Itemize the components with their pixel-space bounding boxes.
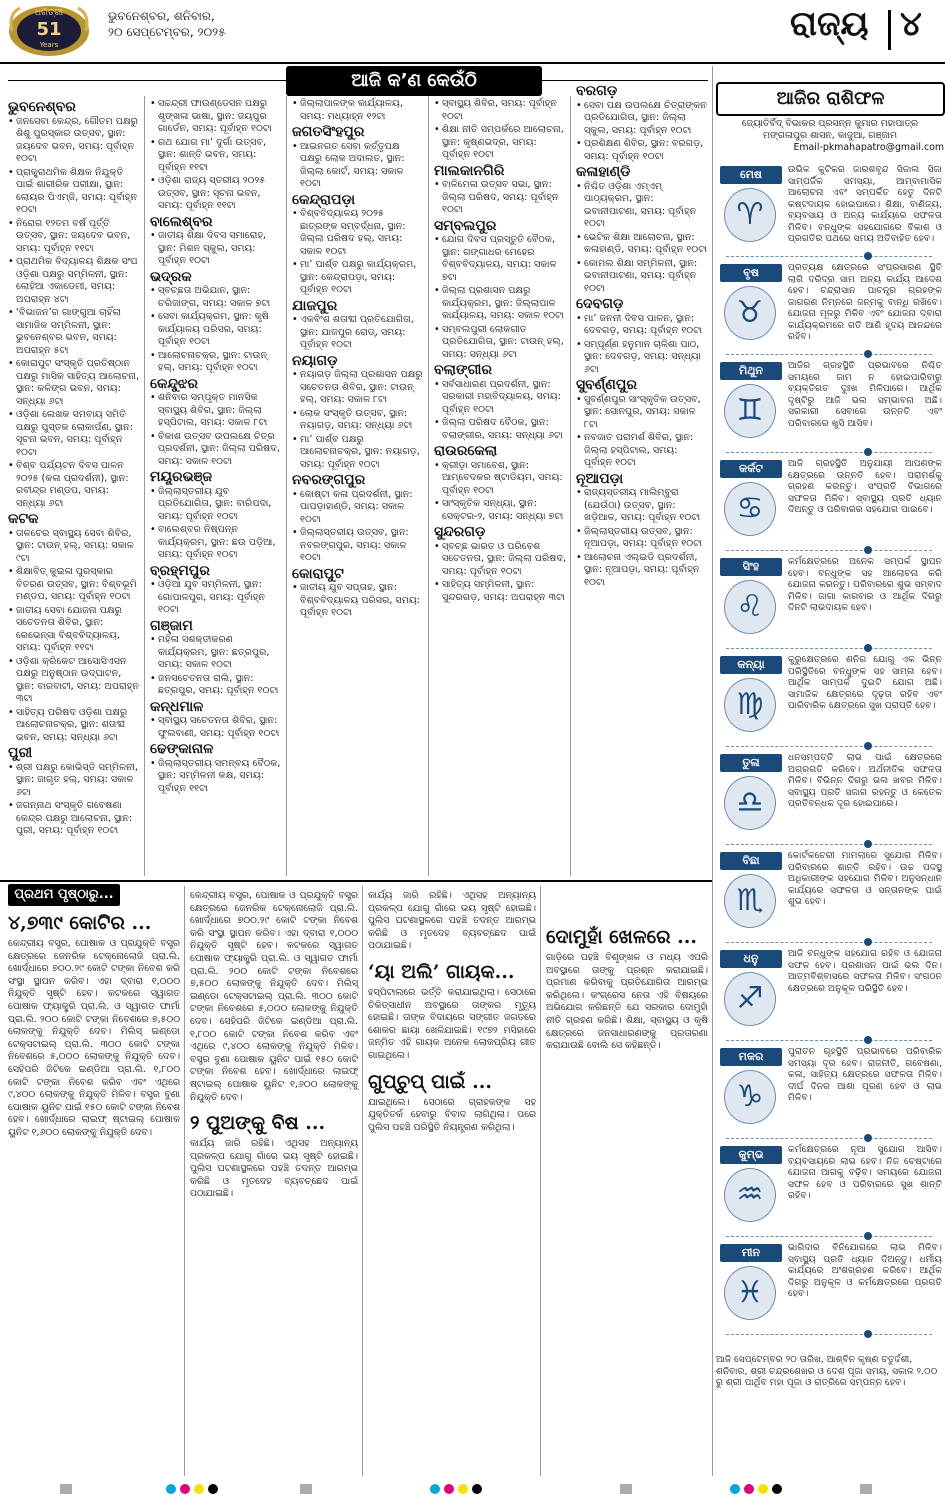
- horoscope-sign: [716, 1046, 944, 1139]
- district-heading: ବ୍ରହ୍ମପୁର: [150, 562, 210, 579]
- event-item: • ସ୍ବାସ୍ଥ୍ୟ ଶିବିର, ସମୟ: ପୂର୍ବାହ୍ନ ୧୦ଟା: [434, 98, 566, 123]
- events-banner: ଆଜି କ’ଣ କେଉଁଠି: [286, 66, 542, 96]
- sign-forecast: କର୍ମକ୍ଷେତ୍ରରେ ନୂଆ ସୁଯୋଗ ଆସିବ। ବ୍ୟବସାୟରେ ଲାଭ ହେବ। ନିଜ ଚେଷ୍ଟାରେ ଯୋଜନା ଆଗକୁ ବଢ଼ିବ। ସମୟରେ ଯୋଜନା ସଫଳ ହେବ ଓ ପରିବାରରେ ସୁଖ ଶାନ୍ତି ରହିବ।: [788, 1144, 942, 1201]
- cyan-dot: [430, 1484, 440, 1494]
- district-heading: ରାଉରକେଲା: [434, 443, 498, 459]
- column-rule: [362, 886, 363, 1476]
- print-registration-strip: [0, 1480, 945, 1498]
- event-item: • ସର୍ବସାଧାରଣ ପ୍ରଦର୍ଶନୀ, ସ୍ଥାନ: ସରକାରୀ ମହାବିଦ୍ୟାଳୟ, ସମୟ: ପୂର୍ବାହ୍ନ ୧୦ଟା: [434, 379, 566, 417]
- event-item: • ଜିଲ୍ଲା ପ୍ରଶାସନ ପକ୍ଷରୁ କାର୍ଯ୍ୟକ୍ରମ, ସ୍ଥାନ: ଜିଲ୍ଲାପାଳ କାର୍ଯ୍ୟାଳୟ, ସମୟ: ସକାଳ ୧୦ଟା: [434, 285, 566, 323]
- event-item: • ଜିଲ୍ଲାସ୍ତରୀୟ ଯୁବ ପ୍ରତିଯୋଗିତା, ସ୍ଥାନ: ବାରିପଦା, ସମୟ: ପୂର୍ବାହ୍ନ ୧୦ଟା: [150, 486, 282, 524]
- magenta-dot: [744, 1484, 754, 1494]
- district-heading: ନବରଙ୍ଗପୁର: [292, 472, 366, 488]
- zodiac-icon: ♈: [724, 188, 776, 242]
- dateline-date: ୨୦ ସେପ୍ଟେମ୍ବର, ୨୦୨୫: [108, 25, 226, 39]
- sign-forecast: ଆଜି ବନ୍ଧୁଙ୍କ ସହଯୋଗ ରହିବ ଓ ଯୋଜନା ସଫଳ ହେବ। ପ୍ରଶାସନ ପାଇଁ ଭଲ ଦିନ। ଆତ୍ମବିଶ୍ବାସରେ ସଫଳତା ମିଳିବ। ସଂଗଠନ କ୍ଷେତ୍ରରେ ଅନୁକୂଳ ପରିସ୍ଥିତି ହେବ।: [788, 948, 942, 994]
- sign-forecast: ପ୍ରତ୍ୟକ୍ଷ କ୍ଷେତ୍ରରେ ସଂପ୍ରସାରଣ ସ୍ଥିତି ଲାଗି ଦରିଦ୍ର ସାମ ଅନ୍ୟ କାର୍ଯ୍ୟ ଆଦେଶ ହେବ। ଚନ୍ଦ୍ରାସାନ ପାଚନ୍ତ୍ର ଗ୍ରହଙ୍କ ଜାଗରଣ ନିମ୍ନରେ ଜନ୍ମକୁ ବାନ୍ଧି ରଖିବେ। ଯୋଜନା ମୂଳରୁ ମିଳିବ ଏବଂ ଯୋଜନା ଦ୍ବାରା କାର୍ଯ୍ୟକ୍ରମରେ ଗତି ଆଣି ହୃଦୟ ଆନନ୍ଦରେ ରହିବ।: [788, 262, 942, 342]
- zodiac-icon: ♓: [724, 1266, 776, 1320]
- sign-name: ମୀନ: [720, 1244, 782, 1262]
- story-body: ଯାଇଥିଲେ। ସେଠାରେ ଗ୍ରାହକଙ୍କ ସହ ଯୁକ୍ତିତର୍କ ହେବାରୁ ବିବାଦ ଲାଗିଥିଲା। ପରେ ପୁଲିସ ପହଞ୍ଚି ପରିସ୍ଥିତି ନିୟନ୍ତ୍ରଣ କରିଥିଲା।: [368, 1096, 536, 1133]
- column-rule: [144, 96, 145, 876]
- event-item: • ଜିଲ୍ଲାସ୍ତରୀୟ ସମନ୍ବୟ ବୈଠକ, ସ୍ଥାନ: ସମ୍ମିଳନୀ କକ୍ଷ, ସମୟ: ପୂର୍ବାହ୍ନ ୧୧ଟା: [150, 758, 282, 796]
- event-item: • ଜନସେବା କେନ୍ଦ୍ର, ଗୌତମ ପକ୍ଷରୁ ଶିଶୁ ପୁରସ୍କାର ଉତ୍ସବ, ସ୍ଥାନ: ଜୟଦେବ ଭବନ, ସମୟ: ପୂର୍ବାହ୍ନ ୧୦ଟା: [8, 116, 140, 166]
- sign-forecast: ଭାଗିଦାର ବିନିଯୋଗରେ ଲାଭ ମିଳିବ। ସ୍ବାସ୍ଥ୍ୟ ପ୍ରତି ଧ୍ୟାନ ଦିଅନ୍ତୁ। ଧର୍ମୀୟ କାର୍ଯ୍ୟରେ ଅଂଶଗ୍ରହଣ କରିବେ। ଆର୍ଥିକ ଦିଗରୁ ଅନୁକୂଳ ଓ କର୍ମକ୍ଷେତ୍ରରେ ପ୍ରଗତି ହେବ।: [788, 1242, 942, 1299]
- event-item: • ଓଡ଼ିଶା କ୍ରିକେଟ ଆସୋସିଏସନ ପକ୍ଷରୁ ଅନୁଷ୍ଠାନ ଉଦ୍‌ଘାଟନ, ସ୍ଥାନ: ବାରବାଟୀ, ସମୟ: ଅପରାହ୍ନ ୩ଟା: [8, 656, 140, 706]
- yellow-dot: [758, 1484, 768, 1494]
- district-heading: କନ୍ଧମାଳ: [150, 698, 204, 715]
- event-item: • ସେବା ପକ୍ଷ ଉପଲକ୍ଷେ ଚିତ୍ରାଙ୍କନ ପ୍ରତିଯୋଗିତା, ସ୍ଥାନ: ଜିଲ୍ଲା ସ୍କୁଲ, ସମୟ: ପୂର୍ବାହ୍ନ ୧୦ଟା: [576, 100, 708, 138]
- event-item: • କ୍ରୀଡ଼ା ସମାବେଶ, ସ୍ଥାନ: ଆମ୍ବେଦକର ଷ୍ଟାଡିୟମ, ସମୟ: ପୂର୍ବାହ୍ନ ୧୦ଟା: [434, 460, 566, 498]
- event-item: • କୋଷ୍ଟା କଳା ପ୍ରଦର୍ଶନୀ, ସ୍ଥାନ: ପାପଡ଼ାହାଣ୍ଡି, ସମୟ: ସକାଳ ୧୦ଟା: [292, 489, 424, 527]
- divider-dot: [864, 742, 872, 750]
- divider-dot: [864, 1134, 872, 1142]
- district-heading: ଦେବଗଡ଼: [576, 296, 624, 312]
- district-heading: ସମ୍ବଲପୁର: [434, 217, 497, 234]
- district-heading: କଟକ: [8, 511, 39, 527]
- sign-forecast: କୋର୍ଟକଚେରୀ ମାମଲାରେ ସୁଯୋଗ ମିଳିବ। ପରିବାରରେ ଶାନ୍ତି ରହିବ। ଉଚ୍ଚ ପଦସ୍ଥ ଅଧିକାରୀଙ୍କ ସହଯୋଗ ମିଳିବ। ଅନୁସନ୍ଧାନ କାର୍ଯ୍ୟରେ ସଫଳତା ଓ ସନ୍ତାନଙ୍କ ପାଇଁ ଶୁଭ ହେବ।: [788, 850, 942, 907]
- badge-line1: ଧରିତ୍ରୀ: [34, 8, 64, 18]
- sign-name: କର୍କଟ: [720, 460, 782, 478]
- cyan-dot: [166, 1484, 176, 1494]
- event-item: • ଏକବିଂଶ ଶତାବ୍ଦୀ ପ୍ରତିଯୋଗିତା, ସ୍ଥାନ: ଯାଜପୁର ରୋଡ୍, ସମୟ: ପୂର୍ବାହ୍ନ ୧୦ଟା: [292, 314, 424, 352]
- event-item: • ବାଲେଶ୍ବର ନିଷ୍ପନ୍ନ କାର୍ଯ୍ୟକ୍ରମ, ସ୍ଥାନ: ଛଉ ପଡ଼ିଆ, ସମୟ: ପୂର୍ବାହ୍ନ ୧୦ଟା: [150, 524, 282, 562]
- event-item: • ବିଶ୍ବ ପର୍ଯ୍ୟଟନ ଦିବସ ପାଳନ ୨୦୨୫ (କଳା ପ୍ରଦର୍ଶନୀ), ସ୍ଥାନ: ରବୀନ୍ଦ୍ର ମଣ୍ଡପ, ସମୟ: ସନ୍ଧ୍ୟା ୬ଟା: [8, 460, 140, 510]
- column-rule: [428, 96, 429, 876]
- event-item: • ଶିକ୍ଷାବିତ୍ କୁଇଳା ପୁରସ୍କାର ବିତରଣ ଉତ୍ସବ, ସ୍ଥାନ: ବିଶ୍ବଭୂମି ମଣ୍ଡପ, ସମୟ: ପୂର୍ବାହ୍ନ ୧୦ଟା: [8, 566, 140, 604]
- grey-patch: [300, 1484, 312, 1494]
- horoscope-sign: [716, 458, 944, 551]
- event-item: • ସାଂସ୍କୃତିକ ସନ୍ଧ୍ୟା, ସ୍ଥାନ: ସେକ୍ଟର-୨, ସମୟ: ସନ୍ଧ୍ୟା ୭ଟା: [434, 498, 566, 523]
- grey-patch: [860, 1484, 872, 1494]
- column-rule: [184, 886, 185, 1476]
- story-column-3: [368, 890, 536, 1134]
- column-rule: [570, 96, 571, 876]
- sign-name: ମକର: [720, 1048, 782, 1066]
- grey-patch: [620, 1484, 632, 1494]
- district-heading: ମୟୂରଭଞ୍ଜ: [150, 469, 213, 485]
- event-item: • ମା’ ଜନନୀ ଦିବସ ପାଳନ, ସ୍ଥାନ: ଦେବଗଡ଼, ସମୟ: ପୂର୍ବାହ୍ନ ୧୦ଟା: [576, 313, 708, 338]
- almanac-note: ଆଜି ସେପ୍ଟେମ୍ବର ୨୦ ତାରିଖ, ଆଶ୍ବିନ କୃଷ୍ଣ ଚତୁର୍ଦ୍ଦଶୀ, ଶନିବାର, ଶ୍ରୀ ଚନ୍ଦ୍ରଶେଖର ଓ ଦେଶ ପୂଜା ସମୟ, ସକାଳ ୨.୦୦ ରୁ ଶ୍ରୀ ପାର୍ଥିବ ମହା ପୂଜା ଓ ରାତ୍ରିରେ ସମ୍ପନ୍ନ ହେବ।: [716, 1354, 938, 1388]
- horoscope-sign: [716, 752, 944, 845]
- event-item: • ଯୋଗ ଦିବସ ପ୍ରସ୍ତୁତି ବୈଠକ, ସ୍ଥାନ: ଗଙ୍ଗାଧର ମେହେର ବିଶ୍ବବିଦ୍ୟାଳୟ, ସମୟ: ସକାଳ ୭ଟା: [434, 234, 566, 284]
- story-headline: ୪,୭୩୯ କୋଟିର ...: [8, 912, 152, 934]
- sign-forecast: ପୁରାତନ ଗୃହସ୍ଥିତି ପ୍ରଭାବରେ ପରିବାରିକ ସମସ୍ୟା ଦୂର ହେବ। ରାଜନୀତି, ଗବେଷଣା, କଳା, ସାହିତ୍ୟ କ୍ଷେତ୍ରରେ ସଫଳତା ମିଳିବ। ଦୀର୍ଘ ଦିନର ଆଶା ପୂରଣ ହେବ ଓ ଲାଭ ମିଳିବ।: [788, 1046, 942, 1103]
- district-heading: ଢେଙ୍କାନାଳ: [150, 741, 214, 757]
- cyan-dot: [730, 1484, 740, 1494]
- district-heading: ନୂଆପଡ଼ା: [576, 470, 624, 487]
- divider-dot: [864, 840, 872, 848]
- event-item: • ସ୍ବଚ୍ଛ ଭାରତ ଓ ପରିବେଶ ସଚେତନତା, ସ୍ଥାନ: ଜିଲ୍ଲା ପରିଷଦ, ସମୟ: ପୂର୍ବାହ୍ନ ୧୦ଟା: [434, 541, 566, 579]
- anniversary-badge: [6, 4, 92, 58]
- event-item: • ପ୍ରାକ୍ପ୍ରାଥମିକ ଶିକ୍ଷକ ନିଯୁକ୍ତି ପାଇଁ ଶାରୀରିକ ପରୀକ୍ଷା, ସ୍ଥାନ: ଲୋୟର ପିଏମ୍‌ଜି, ସମୟ: ପୂର୍ବାହ୍ନ ୧୦ଟା: [8, 167, 140, 217]
- yellow-dot: [194, 1484, 204, 1494]
- event-item: • ମା’ ପାର୍ଶ୍ବ ପକ୍ଷରୁ ଆଲୋଚନାଚକ୍ର, ସ୍ଥାନ: ନୟାଗଡ଼, ସମୟ: ପୂର୍ବାହ୍ନ ୧୦ଟା: [292, 434, 424, 472]
- district-heading: ପୁରୀ: [8, 745, 33, 761]
- sign-forecast: ଆଜି ଗ୍ରହସ୍ଥିତି ଅନୁଯାୟୀ ଆପଣଙ୍କ କ୍ଷେତ୍ରରେ ଉନ୍ନତି ହେବ। ପରାମର୍ଶକୁ ଗ୍ରହଣ କରନ୍ତୁ। ସଂପ୍ରତି ବିଭାଗରେ ସଫଳତା ମିଳିବ। ସ୍ବାସ୍ଥ୍ୟ ପ୍ରତି ଧ୍ୟାନ ଦିଅନ୍ତୁ ଓ ପରିବାରର ସହଯୋଗ ପାଇବେ।: [788, 458, 942, 515]
- district-heading: କୋରାପୁଟ: [292, 565, 344, 582]
- district-heading: ଗଞ୍ଜାମ: [150, 617, 193, 634]
- horoscope-sign: [716, 1144, 944, 1237]
- story-headline: ୨ ପୁଅଙ୍କୁ ବିଷ ...: [190, 1112, 326, 1135]
- event-item: • ଜିଲ୍ଲା ପରିଷଦ ବୈଠକ, ସ୍ଥାନ: ବଲାଙ୍ଗୀର, ସମୟ: ସନ୍ଧ୍ୟା ୬ଟା: [434, 417, 566, 442]
- story-body: ହସ୍ପିଟାଲରେ ଭର୍ତ୍ତି କରାଯାଇଥିଲା। ସେଠାରେ ଚିକିତ୍ସାଧୀନ ଅବସ୍ଥାରେ ତାଙ୍କର ମୃତ୍ୟୁ ହୋଇଛି। ତାଙ୍କ ବିଦାୟରେ ସଙ୍ଗୀତ ଜଗତରେ ଶୋକର ଛାୟା ଖେଳିଯାଇଛି। ୧୯୭୨ ମସିହାରେ ଜନ୍ମିତ ଏହି ଗାୟକ ଅନେକ ଲୋକପ୍ରିୟ ଗୀତ ଗାଇଥିଲେ।: [368, 986, 536, 1061]
- horoscope-heading: ଆଜିର ରାଶିଫଳ: [716, 82, 945, 116]
- district-heading: ବରଗଡ଼: [576, 83, 618, 99]
- divider-dot: [864, 252, 872, 260]
- section-rule: [0, 880, 712, 882]
- section-title: ରାଜ୍ୟ: [790, 4, 869, 44]
- event-item: • ସେବା କାର୍ଯ୍ୟକ୍ରମ, ସ୍ଥାନ: କୃଷି କାର୍ଯ୍ୟାଳୟ ପରିସର, ସମୟ: ପୂର୍ବାହ୍ନ ୧୦ଟା: [150, 311, 282, 349]
- sign-divider: [726, 549, 932, 551]
- event-item: • ରଥ ଯୋଗ ମା’ ଦୁର୍ଗା ଉତ୍ସବ, ସ୍ଥାନ: ଶାନ୍ତି ଭବନ, ସମୟ: ପୂର୍ବାହ୍ନ ୧୧ଟା: [150, 137, 282, 175]
- astrologer-address: ମଙ୍ଗଳାପୁର ଶାସନ, କାଜୁଆ, ଗଞ୍ଜାମ: [763, 130, 897, 141]
- event-item: • ଭେଟିକ ଶିକ୍ଷା ଆଲୋଚନା, ସ୍ଥାନ: କଳାହାଣ୍ଡି, ସମୟ: ପୂର୍ବାହ୍ନ ୧୦ଟା: [576, 232, 708, 257]
- horoscope-sign: [716, 262, 944, 355]
- zodiac-icon: ♊: [724, 384, 776, 438]
- event-item: • ମା’ ପାର୍ଶ୍ବ ପକ୍ଷରୁ କାର୍ଯ୍ୟକ୍ରମ, ସ୍ଥାନ: କେନ୍ଦ୍ରାପଡ଼ା, ସମୟ: ପୂର୍ବାହ୍ନ ୧୦ଟା: [292, 259, 424, 297]
- district-heading: ସୁବର୍ଣ୍ଣପୁର: [576, 377, 637, 393]
- sign-forecast: ଉଭିକ କୁଟିକର ଜାରଶବୃନ୍ଦ ସିଜାଲ ସିଜା ସାମ୍ପର୍ଜିକ ସମସ୍ୟା, ଆମ୍ବାମାସିକ ଆଲୋଚନା ଏବଂ ସମ୍ପର୍କିତ ହେତୁ ଦିନଟି କଷ୍ଟଦାୟକ ହୋଇପାରେ। ଶିକ୍ଷା, ବାଣିଜ୍ୟ, ବ୍ୟବସାୟ ଓ ଅନ୍ୟ କାର୍ଯ୍ୟରେ ସଫଳତା ମିଳିବ। ବନ୍ଧୁଙ୍କ ସହଯୋଗରେ ବିକାଶ ଓ ପ୍ରଗତିର ପଥରେ ସମୟ ଅତିବାହିତ ହେବ।: [788, 164, 942, 244]
- story-body-continued: କାର୍ଯ୍ୟ ଜାରି ରହିଛି। ଏଥିସହ ଅନ୍ୟାନ୍ୟ ପ୍ରକଳ୍ପ ଯୋଗୁ ଗାଁରେ ଭୟ ସୃଷ୍ଟି ହୋଇଛି। ପୁଲିସ ଘଟଣାସ୍ଥଳରେ ପହଞ୍ଚି ତଦନ୍ତ ଆରମ୍ଭ କରିଛି ଓ ମୃତଦେହ ବ୍ୟବଚ୍ଛେଦ ପାଇଁ ପଠାଯାଇଛି।: [368, 890, 536, 952]
- divider-dot: [864, 546, 872, 554]
- sign-divider: [726, 353, 932, 355]
- divider-dot: [864, 1330, 872, 1338]
- zodiac-icon: ♌: [724, 580, 776, 634]
- story-body: ଗାଡ଼ିରେ ପହଞ୍ଚି ବିଶୃଙ୍ଖଳ ଓ ମଧ୍ୟ ଏପରି ଅବସ୍ଥାରେ ତାଙ୍କୁ ପ୍ରଶ୍ନ କରାଯାଇଛି। ପ୍ରମାଣ କରିବାକୁ ପ୍ରତିଯୋଗିତା ଆରମ୍ଭ କରିଥିଲେ। କଂଗ୍ରେସ ନେତା ଏହି ବିଷୟରେ ଅଭିଯୋଗ କରିଛନ୍ତି ଯେ ସରକାର ଦୋମୁହାଁ ନୀତି ଗ୍ରହଣ କରିଛି। ଶିକ୍ଷା, ସ୍ବାସ୍ଥ୍ୟ ଓ କୃଷି କ୍ଷେତ୍ରରେ ଜନସାଧାରଣଙ୍କୁ ପ୍ରତାରଣା କରାଯାଉଛି ବୋଲି ସେ କହିଛନ୍ତି।: [546, 952, 708, 1052]
- event-item: • ଜନସଚେତନତା ରାଲି, ସ୍ଥାନ: ଛତ୍ରପୁର, ସମୟ: ପୂର୍ବାହ୍ନ ୧୦ଟା: [150, 673, 282, 698]
- black-dot: [772, 1484, 782, 1494]
- sign-name: ମିଥୁନ: [720, 362, 782, 380]
- astrologer-email: Email-pkmahapatro@gmail.com: [793, 142, 944, 153]
- zodiac-icon: ♋: [724, 482, 776, 536]
- event-item: • ମହିଳା ସଶକ୍ତୀକରଣ କାର୍ଯ୍ୟକ୍ରମ, ସ୍ଥାନ: ଛତ୍ରପୁର, ସମୟ: ସକାଳ ୧୦ଟା: [150, 634, 282, 672]
- astrologer-name: ଜ୍ୟୋତିର୍ବିଦ୍ ବିଭାକର ପ୍ରସନ୍ନ କୁମାର ମହାପାତ୍ର: [741, 118, 919, 129]
- event-item: • ସ୍ବଚ୍ଛତା ଅଭିଯାନ, ସ୍ଥାନ: ଚରିଜାଙ୍ଗ, ସମୟ: ସକାଳ ୭ଟା: [150, 285, 282, 310]
- story-column-2: [190, 890, 358, 1201]
- event-item: • ସ୍ବାସ୍ଥ୍ୟ ସଚେତନତା ଶିବିର, ସ୍ଥାନ: ଫୁଲବାଣୀ, ସମୟ: ପୂର୍ବାହ୍ନ ୧୦ଟା: [150, 715, 282, 740]
- event-item: • ବିକାଶ ଉତ୍ସବ ଉପଲକ୍ଷେ ଚିତ୍ର ପ୍ରଦର୍ଶନୀ, ସ୍ଥାନ: ଜିଲ୍ଲା ପରିଷଦ, ସମୟ: ସକାଳ ୧୦ଟା: [150, 431, 282, 469]
- event-item: • ସୁବର୍ଣ୍ଣପୁର ସାଂସ୍କୃତିକ ଉତ୍ସବ, ସ୍ଥାନ: ସୋନପୁର, ସମୟ: ସକାଳ ୮ଟା: [576, 394, 708, 432]
- black-dot: [208, 1484, 218, 1494]
- district-heading: ଭଦ୍ରକ: [150, 268, 192, 285]
- event-item: • ଜାତୀୟ ସେବା ଯୋଜନା ପକ୍ଷରୁ ସଚେତନତା ଶିବିର, ସ୍ଥାନ: ରେଭେନ୍ସା ବିଶ୍ବବିଦ୍ୟାଳୟ, ସମୟ: ପୂର୍ବାହ୍ନ ୧୧ଟା: [8, 605, 140, 655]
- divider-dot: [864, 644, 872, 652]
- grey-patch: [60, 1484, 72, 1494]
- horoscope-sign: [716, 948, 944, 1041]
- event-item: • ସମ୍ବଲପୁରୀ ଲୋକଗୀତ ପ୍ରତିଯୋଗିତା, ସ୍ଥାନ: ଟାଉନ୍ ହଲ୍, ସମୟ: ସନ୍ଧ୍ୟା ୬ଟା: [434, 324, 566, 362]
- horoscope-panel: [716, 82, 945, 1392]
- district-heading: ନୟାଗଡ଼: [292, 352, 338, 369]
- event-item: • ‘ବିଭାଜନ’ର ଗାଙ୍ଗୁଆ ଚାହିଁଲା ସାମାଜିକ ସମ୍ମିଳନୀ, ସ୍ଥାନ: ଭୁବନେଶ୍ବର ଭବନ, ସମୟ: ଅପରାହ୍ନ ୫ଟା: [8, 307, 140, 357]
- dateline: [108, 8, 226, 40]
- story-column-4: [546, 890, 708, 1053]
- black-dot: [472, 1484, 482, 1494]
- event-item: • ଶନିବାର ସମ୍ପୃକ୍ତ ମାନସିକ ସ୍ବାସ୍ଥ୍ୟ ଶିବିର, ସ୍ଥାନ: ଜିଲ୍ଲା ହସ୍ପିଟାଲ, ସମୟ: ସକାଳ ୮ଟା: [150, 392, 282, 430]
- sign-name: ମେଷ: [720, 166, 782, 184]
- horoscope-sign: [716, 1242, 944, 1335]
- event-item: • ସାହିତ୍ୟ ସମ୍ମିଳନୀ, ସ୍ଥାନ: ସୁନ୍ଦରଗଡ଼, ସମୟ: ଅପରାହ୍ନ ୩ଟା: [434, 579, 566, 604]
- district-heading: ଯାଜପୁର: [292, 297, 338, 314]
- badge-line2: Years: [39, 41, 59, 49]
- horoscope-sign: [716, 654, 944, 747]
- event-item: • ଶିକ୍ଷା ନୀତି ସମ୍ପର୍କରେ ଆଲୋଚନା, ସ୍ଥାନ: କୃଷ୍ଣଭଦ୍ର, ସମୟ: ପୂର୍ବାହ୍ନ ୧୦ଟା: [434, 124, 566, 162]
- event-item: • ନୟାଗଡ଼ ଜିଲ୍ଲା ପ୍ରଶାସନ ପକ୍ଷରୁ ସଚେତନତା ଶିବିର, ସ୍ଥାନ: ଟାଉନ୍ ହଲ୍, ସମୟ: ସକାଳ ୮ଟା: [292, 369, 424, 407]
- sign-forecast: କୁରୁକ୍ଷେତ୍ରରେ ଶନିର ଯୋଗୁ ଏକ ଭିନ୍ନ ପରିସ୍ଥିତିରେ ବନ୍ଧୁଙ୍କ ସହ ସାମ୍ନା ହେବ। ଆର୍ଥିକ ସାମ୍ପର୍କ ଦୁଇଟି ଯୋଗ ଅଛି। ସାମାଜିକ କ୍ଷେତ୍ରରେ ଦୃଢ଼ତା ରହିବ ଏବଂ ପାରିବାରିକ କ୍ଷେତ୍ରରେ ସୁଖ ପ୍ରାପ୍ତି ହେବ।: [788, 654, 942, 711]
- sign-divider: [726, 1137, 932, 1139]
- event-item: • ଓଡ଼ିଶା ଲେଖକ ସମବାୟ ସମିତି ପକ୍ଷରୁ ପୁସ୍ତକ ଲୋକାର୍ପଣ, ସ୍ଥାନ: ସୂଚନା ଭବନ, ସମୟ: ପୂର୍ବାହ୍ନ ୧୦ଟା: [8, 409, 140, 459]
- event-item: • ପ୍ରଶିକ୍ଷଣ ଶିବିର, ସ୍ଥାନ: ବରଗଡ଼, ସମୟ: ପୂର୍ବାହ୍ନ ୧୦ଟା: [576, 138, 708, 163]
- story-headline: ଦୋମୁହାଁ ଖେଳରେ ...: [546, 926, 697, 948]
- event-item: • ଶ୍ରୀ ପକ୍ଷରୁ କୋଭିସ୍ତି ସମ୍ମିଳନୀ, ସ୍ଥାନ: ଜାଗୃତ ହଲ୍, ସମୟ: ସକାଳ ୬ଟା: [8, 762, 140, 800]
- masthead: [0, 0, 945, 64]
- sign-divider: [726, 1039, 932, 1041]
- event-item: • ଜଗନ୍ନାଥ ସଂସ୍କୃତି ଗବେଷଣା କେନ୍ଦ୍ର ପକ୍ଷରୁ ଆଲୋଚନା, ସ୍ଥାନ: ପୁରୀ, ସମୟ: ପୂର୍ବାହ୍ନ ୧୦ଟା: [8, 800, 140, 838]
- sign-forecast: ଧନସମ୍ପତ୍ତି ଲାଭ ପାଇଁ କ୍ଷେତ୍ରରେ ଅଗ୍ରଗତି କରିବେ। ଅର୍ଥନୀତିକ ସଫଳତା ମିଳିବ। ବିଭିନ୍ନ ଦିଗରୁ ଭଲ ଖବର ମିଳିବ। ସ୍ବାସ୍ଥ୍ୟ ପ୍ରତି ସଜାଗ ରହନ୍ତୁ ଓ କେତେକ ପ୍ରତିବନ୍ଧକ ଦୂର ହୋଇପାରେ।: [788, 752, 942, 809]
- events-column-1: [8, 98, 140, 839]
- district-heading: କଳାହାଣ୍ଡି: [576, 164, 631, 180]
- sign-divider: [726, 941, 932, 943]
- column-rule: [286, 96, 287, 876]
- sign-divider: [726, 451, 932, 453]
- sign-divider: [726, 1333, 932, 1335]
- zodiac-icon: ♒: [724, 1168, 776, 1222]
- event-item: • ନବଜାତ ପରାମର୍ଶ ଶିବିର, ସ୍ଥାନ: ଜିଲ୍ଲା ହସ୍ପିଟାଲ, ସମୟ: ପୂର୍ବାହ୍ନ ୧୦ଟା: [576, 432, 708, 470]
- horoscope-byline: [716, 118, 944, 154]
- district-heading: ମାଲକାନଗିରି: [434, 162, 505, 179]
- sign-divider: [726, 255, 932, 257]
- story-body-continued: କେନ୍ଦ୍ରୀୟ ବସ୍ତ୍ର, ପୋଷାକ ଓ ପ୍ରଯୁକ୍ତି ବସ୍ତ୍ର କ୍ଷେତ୍ରରେ ଜେନରିକ ଟେକ୍ନୋଲୋଜି ପ୍ରା.ଲି. ଖୋର୍ଦ୍ଧାରେ ୭୦୦.୨୯ କୋଟି ଟଙ୍କା ନିବେଶ କରି ସଂସ୍ଥା ସ୍ଥାପନ କରିବ। ଏହା ଦ୍ବାରା ୧,୦୦୦ ନିଯୁକ୍ତି ସୃଷ୍ଟି ହେବ। କଟକରେ ସ୍ୱାଗତ ପୋଷାକ ଫ୍ୟାକ୍ଟ୍ରି ପ୍ରା.ଲି. ଓ ସ୍ୱାଗତ ଫାର୍ମା ପ୍ରା.ଲି. ୨୦୦ କୋଟି ଟଙ୍କା ନିବେଶରେ ୭,୫୦୦ ଲୋକଙ୍କୁ ନିଯୁକ୍ତି ଦେବ। ମିଲିସ୍ ଇଣ୍ଡୋ ଟେକ୍ସଟାଇଲ୍ ପ୍ରା.ଲି. ୩୦୦ କୋଟି ଟଙ୍କା ନିବେଶରେ ୫,୦୦୦ ଲୋକଙ୍କୁ ନିଯୁକ୍ତି ଦେବ। ସେହିପରି ଜିଟିକେ ଇଣ୍ଡିଆ ପ୍ରା.ଲି. ୧,୮୦୦ କୋଟି ଟଙ୍କା ନିବେଶ କରିବ ଏବଂ ଏଥିରେ ୯,୪୦୦ ଲୋକଙ୍କୁ ନିଯୁକ୍ତି ମିଳିବ। ବସ୍ତ୍ର ବୁଣା ପୋଷାକ ୟୁନିଟ ପାଇଁ ୧୫୦ କୋଟି ଟଙ୍କା ନିବେଶ ହେବ। ଖୋର୍ଦ୍ଧାରେ ଲାଇଫ୍ ଷ୍ଟାଇଲ୍ ପୋଷାକ ୟୁନିଟ ୧,୬୦୦ ଲୋକଙ୍କୁ ନିଯୁକ୍ତି ଦେବ।: [190, 890, 358, 1103]
- sign-name: କୁମ୍ଭ: [720, 1146, 782, 1164]
- district-heading: କେନ୍ଦ୍ରାପଡ଼ା: [292, 191, 356, 208]
- event-item: • ସମ୍ପୂର୍ଣ୍ଣ ହନୁମାନ ଚାଳିଶା ପାଠ, ସ୍ଥାନ: ଦେବଗଡ଼, ସମୟ: ସନ୍ଧ୍ୟା ୬ଟା: [576, 339, 708, 377]
- sign-forecast: ଆଜିର ଗ୍ରହସ୍ଥିତି ପ୍ରଭାବରେ ନିଶ୍ଚିତ ସମୟରେ ଜାମ ନ ହୋଇପାରିବାରୁ ବ୍ୟକ୍ତିଗତ ଦୁଃଖ ମିଳିପାରେ। ଆର୍ଥିକ ଦୃଷ୍ଟିରୁ ଆଜି ଭଲ ସମ୍ଭାବନା ଅଛି। ସରକାରୀ ସେବାରେ ଉନ୍ନତି ଏବଂ ପରିବାରରେ ଖୁସି ଆସିବ।: [788, 360, 942, 429]
- story-body: କାର୍ଯ୍ୟ ଜାରି ରହିଛି। ଏଥିସହ ଅନ୍ୟାନ୍ୟ ପ୍ରକଳ୍ପ ଯୋଗୁ ଗାଁରେ ଭୟ ସୃଷ୍ଟି ହୋଇଛି। ପୁଲିସ ଘଟଣାସ୍ଥଳରେ ପହଞ୍ଚି ତଦନ୍ତ ଆରମ୍ଭ କରିଛି ଓ ମୃତଦେହ ବ୍ୟବଚ୍ଛେଦ ପାଇଁ ପଠାଯାଇଛି।: [190, 1138, 358, 1200]
- events-column-5: [576, 82, 708, 590]
- event-item: • ଆଇନଗତ ସେବା କର୍ତ୍ତୃପକ୍ଷ ପକ୍ଷରୁ ଲୋକ ଅଦାଲତ, ସ୍ଥାନ: ଜିଲ୍ଲା କୋର୍ଟ, ସମୟ: ସକାଳ ୧୦ଟା: [292, 141, 424, 191]
- event-item: • ପ୍ରାଥମିକ ବିଦ୍ୟାଳୟ ଶିକ୍ଷକ ସଂଘ ଓଡ଼ିଶା ପକ୍ଷରୁ ସମ୍ମିଳନୀ, ସ୍ଥାନ: ଲୋହିଆ ଏକାଡେମୀ, ସମୟ: ଅପରାହ୍ନ ୪ଟା: [8, 256, 140, 306]
- story-column-1: [8, 908, 180, 1140]
- event-item: • ଓଡ଼ିଆ ଯୁବ ସମ୍ମିଳନୀ, ସ୍ଥାନ: ଗୋପାଳପୁର, ସମୟ: ପୂର୍ବାହ୍ନ ୧୦ଟା: [150, 579, 282, 617]
- sign-divider: [726, 647, 932, 649]
- events-column-2: [150, 98, 282, 796]
- event-item: • ସାହିତ୍ୟ ପରିଷଦ ଓଡ଼ିଶା ପକ୍ଷରୁ ଆଲୋଚନାଚକ୍ର, ସ୍ଥାନ: ଶତାବ୍ଦୀ ଭବନ, ସମୟ: ସନ୍ଧ୍ୟା ୬ଟା: [8, 707, 140, 745]
- story-headline: ଗୁପ୍‌ଚୁପ୍ ପାଇଁ ...: [368, 1070, 492, 1093]
- sign-forecast: କର୍ମକ୍ଷେତ୍ରରେ ଅନେକ ସମ୍ପର୍କ ସ୍ଥାପନ ହେବ। ବନ୍ଧୁଙ୍କ ସହ ଆଲୋଚନା କରି ଯୋଜନା କରନ୍ତୁ। ପରିବାରରେ ଶୁଭ ସମ୍ବାଦ ମିଳିବ। ଜାଗା କାରବାର ଓ ଆର୍ଥିକ ଦିଗରୁ ଦିନଟି ଲାଭଦାୟକ ହେବ।: [788, 556, 942, 613]
- sign-divider: [726, 1235, 932, 1237]
- event-item: • କୋରାପୁଟ ସଂସ୍କୃତି ପ୍ରତିଷ୍ଠାନ ପକ୍ଷରୁ ମାସିକ ସାହିତ୍ୟ ଆଲୋଚନା, ସ୍ଥାନ: କଳିଙ୍ଗ ଭବନ, ସମୟ: ସନ୍ଧ୍ୟା ୬ଟା: [8, 358, 140, 408]
- district-heading: ସୁନ୍ଦରଗଡ଼: [434, 524, 486, 540]
- yellow-dot: [458, 1484, 468, 1494]
- page-number: ୪: [900, 4, 922, 44]
- section-divider: [888, 10, 891, 50]
- badge-number: 51: [36, 19, 62, 40]
- sign-name: ତୁଳା: [720, 754, 782, 772]
- sign-divider: [726, 745, 932, 747]
- magenta-dot: [444, 1484, 454, 1494]
- column-rule: [712, 66, 713, 1476]
- events-column-4: [434, 98, 566, 605]
- horoscope-sign: [716, 556, 944, 649]
- event-item: • ରାଜ୍ୟସ୍ତରୀୟ ମାଲିମ୍ବୁରା (ଯେଉଁଠା) ଉତ୍ସବ, ସ୍ଥାନ: ଖଡ଼ିଆଳ, ସମୟ: ପୂର୍ବାହ୍ନ ୧୦ଟା: [576, 487, 708, 525]
- event-item: • ତାଳଚେର ସ୍ବାସ୍ଥ୍ୟ ସେବା ଶିବିର, ସ୍ଥାନ: ଟାଉନ୍ ହଲ୍, ସମୟ: ସକାଳ ୯ଟା: [8, 528, 140, 566]
- sign-name: କନ୍ୟା: [720, 656, 782, 674]
- story-headline: ‘ୟା ଅଲି’ ଗାୟକ...: [368, 960, 515, 983]
- sign-name: ବୃଷ: [720, 264, 782, 282]
- event-item: • ଜିଲ୍ଲାସ୍ତରୀୟ ଉତ୍ସବ, ସ୍ଥାନ: ନୂଆପଡ଼ା, ସମୟ: ପୂର୍ବାହ୍ନ ୧୦ଟା: [576, 526, 708, 551]
- zodiac-icon: ♍: [724, 678, 776, 732]
- divider-dot: [864, 1036, 872, 1044]
- zodiac-icon: ♐: [724, 972, 776, 1026]
- event-item: • ଆଲୋଚନା ଏଲ୍‌ଇଡି ପ୍ରଦର୍ଶନୀ, ସ୍ଥାନ: ନୂଆପଡ଼ା, ସମୟ: ପୂର୍ବାହ୍ନ ୧୦ଟା: [576, 552, 708, 590]
- divider-dot: [864, 350, 872, 358]
- divider-dot: [864, 448, 872, 456]
- event-item: • କୋମଲ ଶିକ୍ଷା ସମ୍ମିଳନୀ, ସ୍ଥାନ: ଭବାନୀପାଟଣା, ସମୟ: ପୂର୍ବାହ୍ନ ୧୦ଟା: [576, 258, 708, 296]
- continued-label: ପ୍ରଥମ ପୃଷ୍ଠାରୁ...: [8, 884, 120, 906]
- divider-dot: [864, 938, 872, 946]
- event-item: • ନିଶ୍ଚିତ ଓଡ଼ିଶା ଏମ୍‌ଏମ୍ ପାଠ୍ୟକ୍ରମ, ସ୍ଥାନ: ଭବାନୀପାଟଣା, ସମୟ: ପୂର୍ବାହ୍ନ ୧୦ଟା: [576, 181, 708, 231]
- magenta-dot: [180, 1484, 190, 1494]
- zodiac-icon: ♑: [724, 1070, 776, 1124]
- district-heading: ଜଗତସିଂହପୁର: [292, 124, 365, 140]
- district-heading: ବାଲେଶ୍ବର: [150, 213, 213, 230]
- horoscope-sign: [716, 360, 944, 453]
- zodiac-icon: ♏: [724, 874, 776, 928]
- event-item: • ଜିଲ୍ଲାସ୍ତରୀୟ ଉତ୍ସବ, ସ୍ଥାନ: ନବରଙ୍ଗପୁର, ସମୟ: ସକାଳ ୧୦ଟା: [292, 527, 424, 565]
- sign-name: ଧନୁ: [720, 950, 782, 968]
- event-item: • ଲୋକ ସଂସ୍କୃତି ଉତ୍ସବ, ସ୍ଥାନ: ନୟାଗଡ଼, ସମୟ: ସନ୍ଧ୍ୟା ୬ଟା: [292, 408, 424, 433]
- district-heading: କେନ୍ଦୁଝର: [150, 375, 199, 392]
- event-item: • ସଚ୍ଚନ୍ଦ୍ରୀ ଫାଉଣ୍ଡେସନ ପକ୍ଷରୁ ଶୃଙ୍ଖଳା ଭାଷା, ସ୍ଥାନ: ଜୟପୁର ଗାର୍ଡେନ, ସମୟ: ପୂର୍ବାହ୍ନ ୧୦ଟା: [150, 98, 282, 136]
- column-rule: [540, 886, 541, 1476]
- district-heading: ଭୁବନେଶ୍ବର: [8, 99, 76, 115]
- sign-name: ସିଂହ: [720, 558, 782, 576]
- event-item: • ଆଲୋଚନାଚକ୍ର, ସ୍ଥାନ: ଟାଉନ୍ ହଲ୍, ସମୟ: ପୂର୍ବାହ୍ନ ୧୦ଟା: [150, 350, 282, 375]
- zodiac-icon: ♉: [724, 286, 776, 340]
- event-item: • ନିରୋଗ ୧୨ତମ ବର୍ଷ ପୂର୍ତ୍ତି ଉତ୍ସବ, ସ୍ଥାନ: ଜୟଦେବ ଭବନ, ସମୟ: ପୂର୍ବାହ୍ନ ୧୧ଟା: [8, 218, 140, 256]
- event-item: • ବାଳିମେଳା ଉତ୍ସବ ସଭା, ସ୍ଥାନ: ଜିଲ୍ଲା ପରିଷଦ, ସମୟ: ପୂର୍ବାହ୍ନ ୧୦ଟା: [434, 179, 566, 217]
- divider-dot: [864, 1232, 872, 1240]
- events-column-3: [292, 98, 424, 621]
- horoscope-sign: [716, 850, 944, 943]
- event-item: • ଜାତୀୟ ଶିକ୍ଷା ଦିବସ ସମାରୋହ, ସ୍ଥାନ: ମିଶନ ସ୍କୁଲ, ସମୟ: ପୂର୍ବାହ୍ନ ୧୦ଟା: [150, 230, 282, 268]
- sign-divider: [726, 843, 932, 845]
- district-heading: ବଲାଙ୍ଗୀର: [434, 362, 492, 378]
- event-item: • ଜାତୀୟ ଯୁବ ସପ୍ତାହ, ସ୍ଥାନ: ବିଶ୍ବବିଦ୍ୟାଳୟ ପରିସର, ସମୟ: ପୂର୍ବାହ୍ନ ୧୦ଟା: [292, 582, 424, 620]
- sign-name: ବିଛା: [720, 852, 782, 870]
- event-item: • ଓଡ଼ିଶା ରାଜ୍ୟ ସ୍ତରୀୟ ୨୦୨୫ ଉତ୍ସବ, ସ୍ଥାନ: ସୂଚନା ଭବନ, ସମୟ: ପୂର୍ବାହ୍ନ ୧୧ଟା: [150, 175, 282, 213]
- event-item: • ବିଶ୍ବବିଦ୍ୟାଳୟ ୨୦୨୫ ଛାତ୍ରଙ୍କ ସମ୍ବର୍ଦ୍ଧନା, ସ୍ଥାନ: ଜିଲ୍ଲା ପରିଷଦ ହଲ୍, ସମୟ: ସକାଳ ୧୦ଟା: [292, 208, 424, 258]
- dateline-place-day: ଭୁବନେଶ୍ବର, ଶନିବାର,: [108, 9, 215, 23]
- event-item: • ଜିଲ୍ଲାପାଳଙ୍କ କାର୍ଯ୍ୟାଳୟ, ସମୟ: ମଧ୍ୟାହ୍ନ ୧୨ଟା: [292, 98, 424, 123]
- zodiac-icon: ♎: [724, 776, 776, 830]
- horoscope-sign: [716, 164, 944, 257]
- story-body: କେନ୍ଦ୍ରୀୟ ବସ୍ତ୍ର, ପୋଷାକ ଓ ପ୍ରଯୁକ୍ତି ବସ୍ତ୍ର କ୍ଷେତ୍ରରେ ଜେନରିକ ଟେକ୍ନୋଲୋଜି ପ୍ରା.ଲି. ଖୋର୍ଦ୍ଧାରେ ୭୦୦.୨୯ କୋଟି ଟଙ୍କା ନିବେଶ କରି ସଂସ୍ଥା ସ୍ଥାପନ କରିବ। ଏହା ଦ୍ବାରା ୧,୦୦୦ ନିଯୁକ୍ତି ସୃଷ୍ଟି ହେବ। କଟକରେ ସ୍ୱାଗତ ପୋଷାକ ଫ୍ୟାକ୍ଟ୍ରି ପ୍ରା.ଲି. ଓ ସ୍ୱାଗତ ଫାର୍ମା ପ୍ରା.ଲି. ୨୦୦ କୋଟି ଟଙ୍କା ନିବେଶରେ ୭,୫୦୦ ଲୋକଙ୍କୁ ନିଯୁକ୍ତି ଦେବ। ମିଲିସ୍ ଇଣ୍ଡୋ ଟେକ୍ସଟାଇଲ୍ ପ୍ରା.ଲି. ୩୦୦ କୋଟି ଟଙ୍କା ନିବେଶରେ ୫,୦୦୦ ଲୋକଙ୍କୁ ନିଯୁକ୍ତି ଦେବ। ସେହିପରି ଜିଟିକେ ଇଣ୍ଡିଆ ପ୍ରା.ଲି. ୧,୮୦୦ କୋଟି ଟଙ୍କା ନିବେଶ କରିବ ଏବଂ ଏଥିରେ ୯,୪୦୦ ଲୋକଙ୍କୁ ନିଯୁକ୍ତି ମିଳିବ। ବସ୍ତ୍ର ବୁଣା ପୋଷାକ ୟୁନିଟ ପାଇଁ ୧୫୦ କୋଟି ଟଙ୍କା ନିବେଶ ହେବ। ଖୋର୍ଦ୍ଧାରେ ଲାଇଫ୍ ଷ୍ଟାଇଲ୍ ପୋଷାକ ୟୁନିଟ ୧,୬୦୦ ଲୋକଙ୍କୁ ନିଯୁକ୍ତି ଦେବ।: [8, 938, 180, 1138]
